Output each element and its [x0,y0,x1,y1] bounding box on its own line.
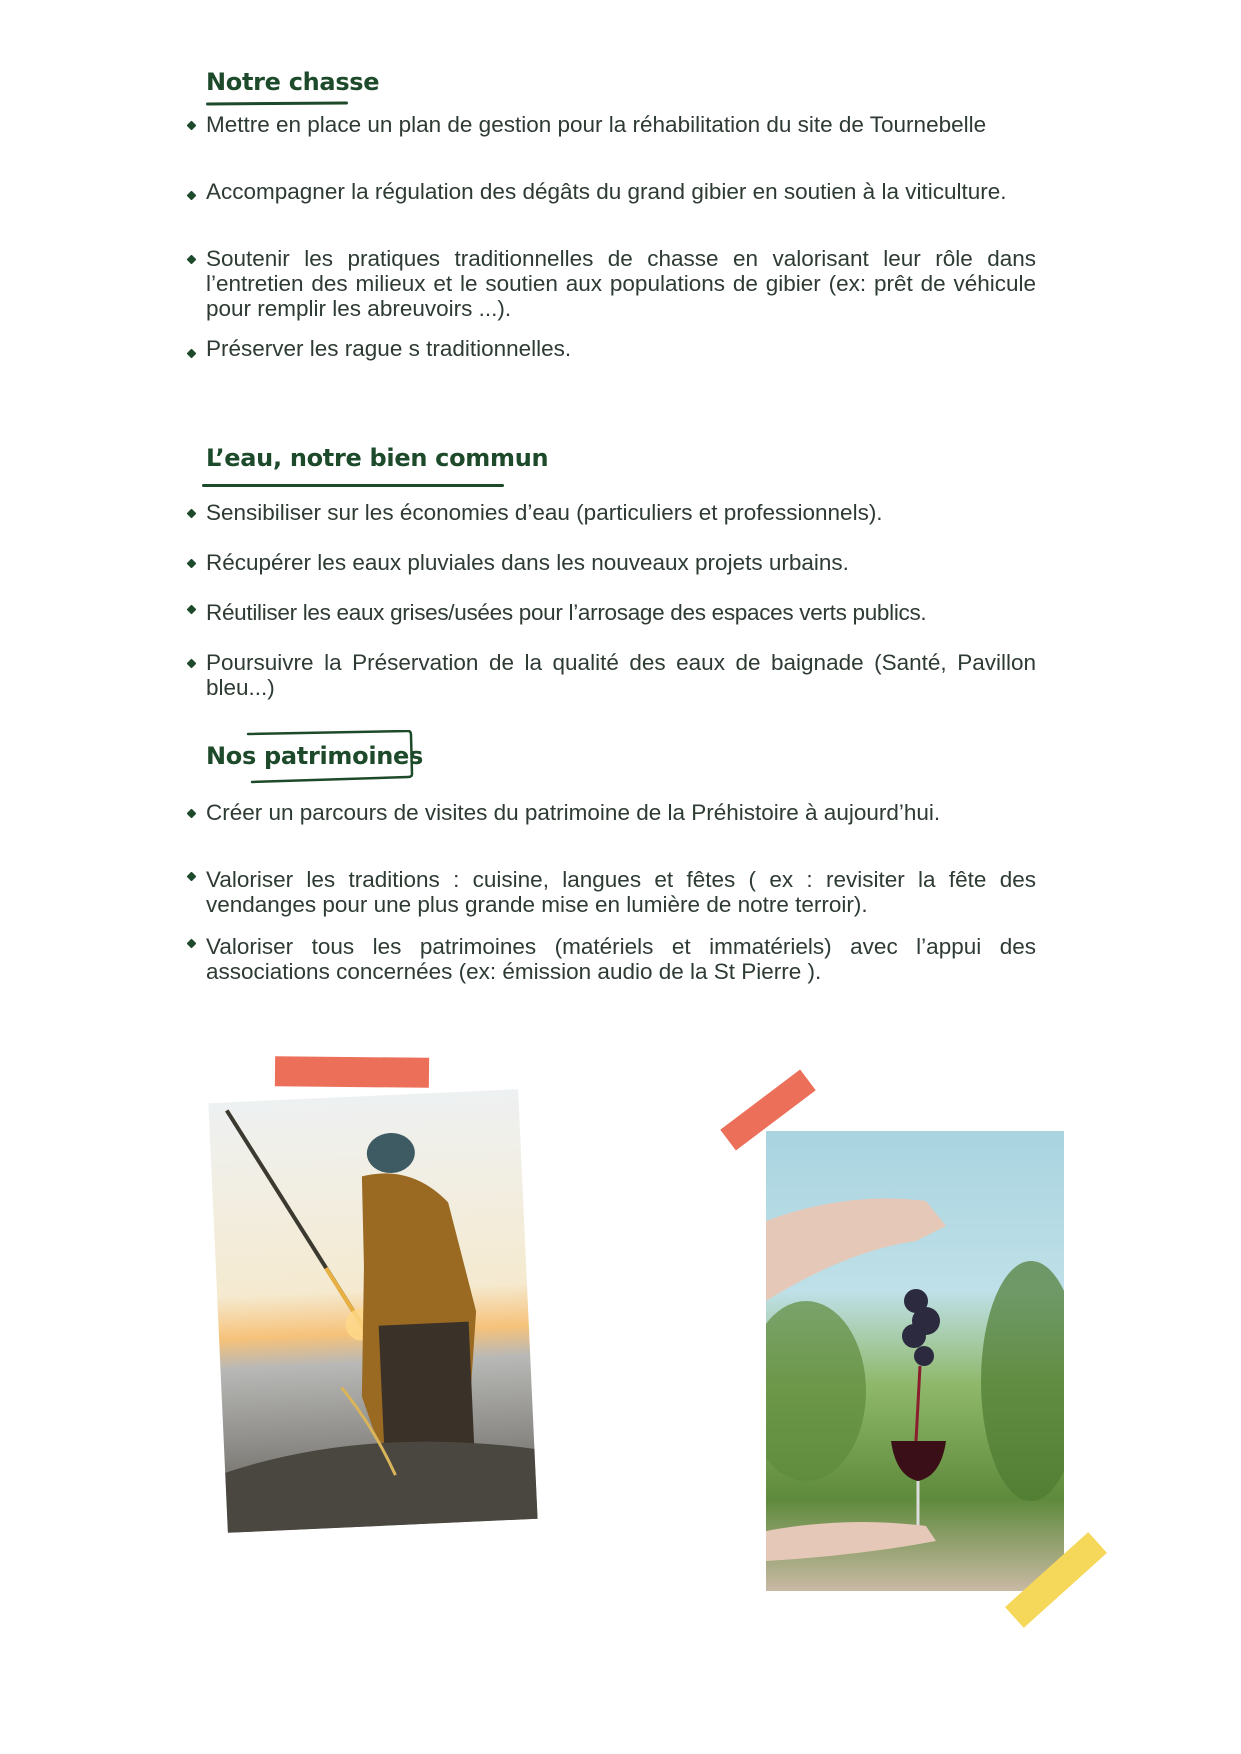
list-item [206,336,1036,361]
heading-text: L’eau, notre bien commun [206,444,549,472]
bullet-icon [187,809,197,819]
section-patrimoines [206,742,1036,984]
item-text: Valoriser les traditions : cuisine, langues et fêtes ( ex : revisiter la fête des vendanges pour une plus grande mise en lumière de notre terroir). [206,867,1036,917]
list-item [206,934,1036,984]
list-item [206,550,1036,575]
heading-underline [206,102,348,106]
section-notre-chasse [206,68,1036,361]
list-item [206,867,1036,917]
item-text: Mettre en place un plan de gestion pour la réhabilitation du site de Tournebelle [206,112,987,137]
bullet-icon [187,255,197,265]
fisherman-photo [208,1089,537,1533]
bullet-icon [187,939,197,949]
list-item [206,112,1036,137]
list-item [206,600,1036,625]
bullet-icon [187,121,197,131]
item-text: Créer un parcours de visites du patrimoine de la Préhistoire à aujourd’hui. [206,800,941,825]
bullet-icon [187,605,197,615]
heading-text: Nos patrimoines [206,742,423,770]
list-item [206,179,1036,204]
coral-tape [275,1056,429,1088]
section-heading [206,68,379,96]
section-eau [206,444,1036,700]
section-heading [206,444,548,472]
section-heading [206,742,423,770]
bullet-icon [187,872,197,882]
heading-text: Notre chasse [206,68,380,96]
bullet-icon [187,659,197,669]
bullet-icon [187,509,197,519]
bullet-icon [187,349,197,359]
item-text: Valoriser tous les patrimoines (matériels et immatériels) avec l’appui des associations concernées (ex: émission audio de la St Pierre ). [206,934,1036,984]
heading-underline [202,484,504,487]
vineyard-wine-photo [766,1131,1064,1591]
item-text: Soutenir les pratiques traditionnelles de chasse en valorisant leur rôle dans l’entretien des milieux et le soutien aux populations de gibier (ex: prêt de véhicule pour remplir les abreuvoirs ...). [206,246,1036,321]
wine-scene-icon [766,1131,1064,1591]
item-text: Préserver les rague s traditionnelles. [206,336,572,361]
item-text: Accompagner la régulation des dégâts du grand gibier en soutien à la viticulture. [206,179,1007,204]
bullet-icon [187,191,197,201]
list-item [206,246,1036,321]
item-text: Poursuivre la Préservation de la qualité des eaux de baignade (Santé, Pavillon bleu...) [206,650,1036,700]
list-item [206,800,1036,825]
item-text: Récupérer les eaux pluviales dans les nouveaux projets urbains. [206,550,849,575]
list-item [206,500,1036,525]
item-text: Sensibiliser sur les économies d’eau (particuliers et professionnels). [206,500,883,525]
item-text: Réutiliser les eaux grises/usées pour l’arrosage des espaces verts publics. [206,600,927,625]
list-item [206,650,1036,700]
bullet-icon [187,559,197,569]
fisherman-scene-icon [208,1089,537,1533]
